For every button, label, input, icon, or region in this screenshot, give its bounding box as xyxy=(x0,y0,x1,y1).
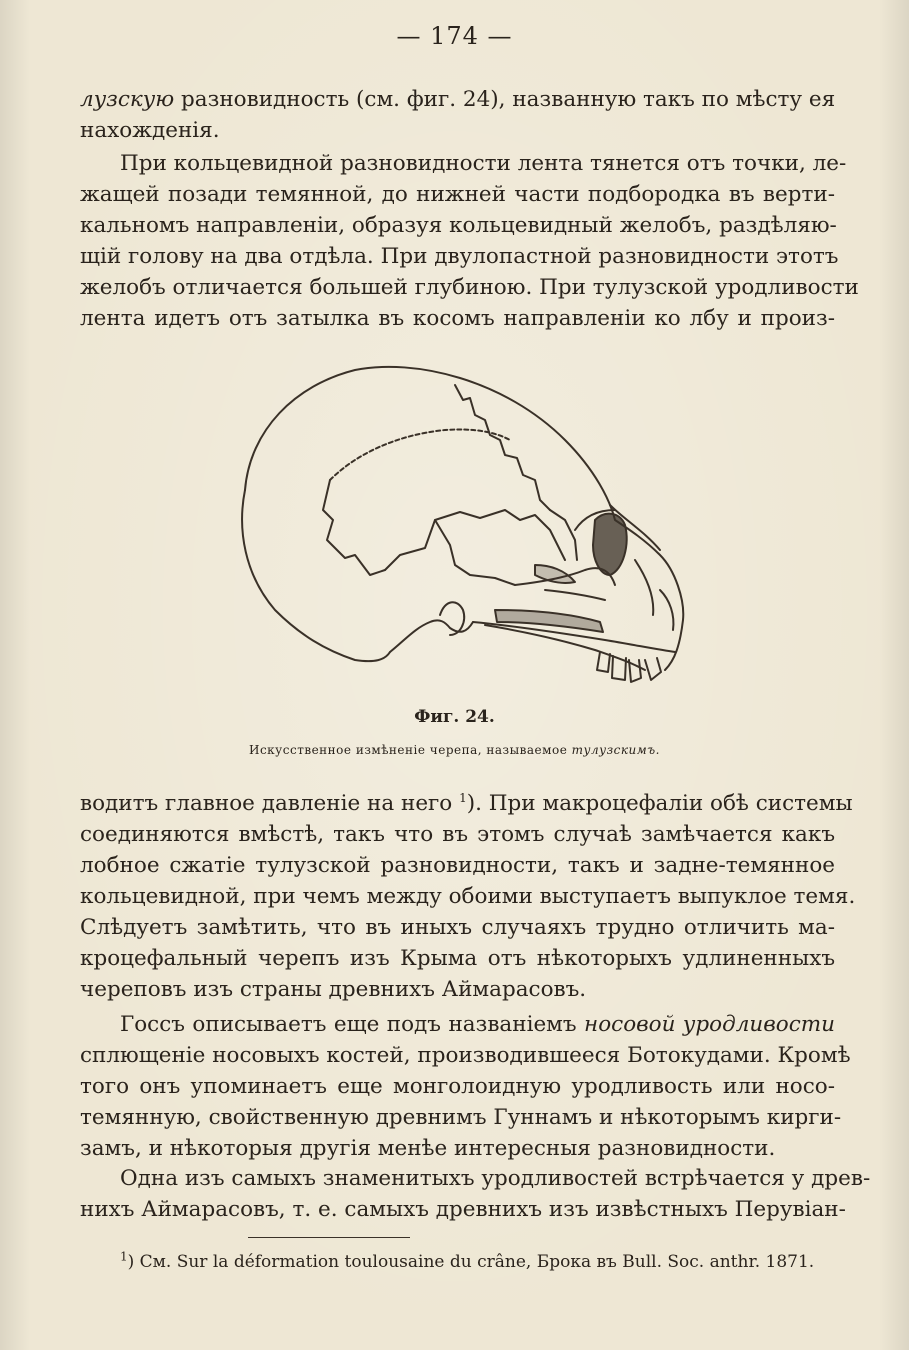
text-line: того онъ упоминаетъ еще монголоидную уродливость или носо- xyxy=(80,1074,835,1099)
caption-italic: тулузскимъ. xyxy=(571,743,660,757)
text-line: кольцевидной, при чемъ между обоими выступаетъ выпуклое темя. xyxy=(80,884,856,909)
text-line: темянную, свойственную древнимъ Гуннамъ и нѣкоторымъ кирги- xyxy=(80,1105,842,1130)
footnote-marker: 1 xyxy=(459,790,467,805)
text-line: соединяются вмѣстѣ, такъ что въ этомъ случаѣ замѣчается какъ xyxy=(80,822,835,847)
italic-term: лузскую xyxy=(80,87,175,112)
text-line: желобъ отличается большей глубиною. При тулузской уродливости xyxy=(80,275,859,300)
paragraph-5 xyxy=(80,1163,871,1225)
text-line: сплющеніе носовыхъ костей, производившееся Ботокудами. Кромѣ xyxy=(80,1043,851,1068)
paragraph-4 xyxy=(80,1009,851,1164)
text-line: жащей позади темянной, до нижней части подбородка въ верти- xyxy=(80,182,835,207)
figure-caption: Искусственное измѣненіе черепа, называемое тулузскимъ. xyxy=(249,743,660,757)
text-line: лузскую разновидность (см. фиг. 24), названную такъ по мѣсту ея xyxy=(80,87,836,112)
text-line: Одна изъ самыхъ знаменитыхъ уродливостей встрѣчается у древ- xyxy=(120,1166,871,1191)
text-line: Слѣдуетъ замѣтить, что въ иныхъ случаяхъ трудно отличить ма- xyxy=(80,915,835,940)
text-line: нахожденія. xyxy=(80,118,220,143)
text-line: кроцефальный черепъ изъ Крыма отъ нѣкоторыхъ удлиненныхъ xyxy=(80,946,835,971)
skull-drawing xyxy=(205,360,705,695)
paragraph-1 xyxy=(80,84,835,146)
figure-title: Фиг. 24. xyxy=(414,707,495,727)
text-line: замъ, и нѣкоторыя другія менѣе интересныя разновидности. xyxy=(80,1136,776,1161)
text-line: нихъ Аймарасовъ, т. е. самыхъ древнихъ изъ извѣстныхъ Перувіан- xyxy=(80,1197,846,1222)
page-number: — 174 — xyxy=(396,22,513,50)
italic-term: носовой уродливости xyxy=(584,1012,835,1037)
footnote-divider xyxy=(248,1237,410,1238)
text-line: При кольцевидной разновидности лента тянется отъ точки, ле- xyxy=(120,151,847,176)
text-line: череповъ изъ страны древнихъ Аймарасовъ. xyxy=(80,977,587,1002)
text-line: кальномъ направленіи, образуя кольцевидный желобъ, раздѣляю- xyxy=(80,213,837,238)
footnote: $^1$) См. Sur la déformation toulousaine du crâne, Брока въ Bull. Soc. anthr. 1871. xyxy=(120,1249,815,1272)
text-line: лобное сжатіе тулузской разновидности, такъ и задне-темянное xyxy=(80,853,835,878)
text-line: щій голову на два отдѣла. При двулопастной разновидности этотъ xyxy=(80,244,839,269)
paragraph-2 xyxy=(80,148,859,334)
text-line: водитъ главное давленіе на него $^1$). При макроцефаліи обѣ системы xyxy=(80,790,853,816)
paragraph-3 xyxy=(80,788,856,1005)
footnote-number: 1 xyxy=(120,1249,128,1264)
text-line: лента идетъ отъ затылка въ косомъ направленіи ко лбу и произ- xyxy=(80,306,835,331)
text-line: Госсъ описываетъ еще подъ названіемъ носовой уродливости xyxy=(120,1012,835,1037)
skull-illustration xyxy=(205,360,705,695)
